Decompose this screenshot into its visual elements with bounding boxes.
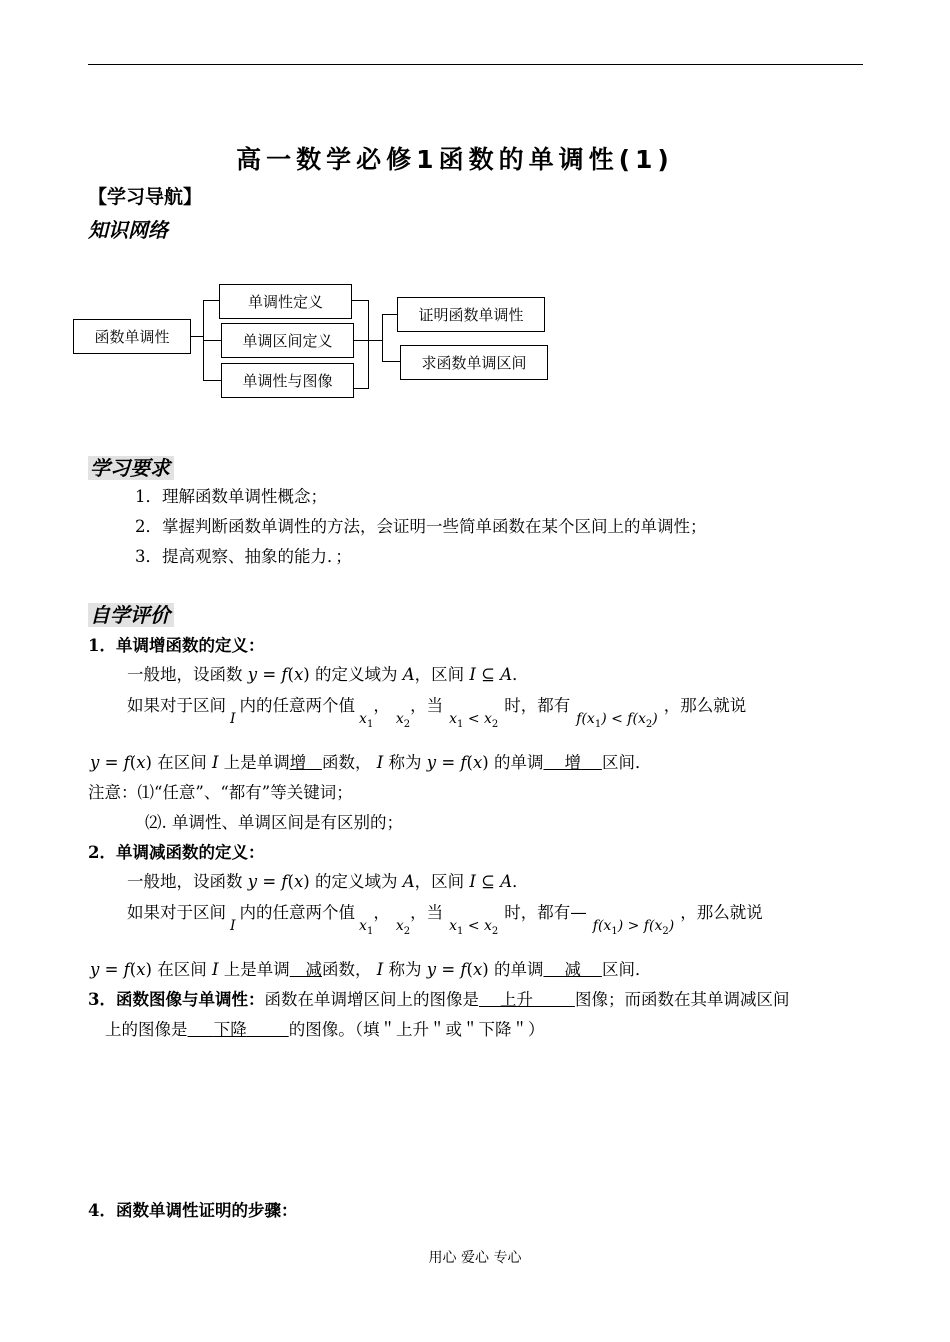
section-4-heading: 4．函数单调性证明的步骤： [88,1201,298,1220]
connector-line [354,340,382,341]
diagram-node-definition: 单调性定义 [219,284,352,319]
connector-line [191,336,203,337]
connector-line [203,340,221,341]
diagram-node-graph: 单调性与图像 [221,363,354,398]
diagram-node-interval: 单调区间定义 [221,323,354,358]
note-2: ⑵. 单调性、单调区间是有区别的； [145,813,403,832]
connector-line [203,300,219,301]
answer-blank: 上升 [499,990,533,1009]
section-nav-heading: 【学习导航】 [88,186,203,208]
requirement-item: 1．理解函数单调性概念； [135,487,327,506]
answer-blank: 减 [564,960,581,979]
note-1: 注意：⑴“任意”、“都有”等关键词； [88,783,353,802]
answer-blank: 增 [289,753,307,772]
conclusion-line: y = f(x) 在区间 I 上是单调增 函数， I 称为 y = f(x) 的单调 增 区间． [90,753,652,772]
connector-line [382,361,400,362]
header-rule [88,64,863,65]
page-title: 高一数学必修1函数的单调性(1) [236,145,674,174]
definition-line: 一般地，设函数 y = f(x) 的定义域为 A，区间 I ⊆ A． [127,872,529,891]
conclusion-line: y = f(x) 在区间 I 上是单调 减函数， I 称为 y = f(x) 的单调 减 区间． [90,960,652,979]
definition-line: 一般地，设函数 y = f(x) 的定义域为 A，区间 I ⊆ A． [127,665,529,684]
page-footer: 用心 爱心 专心 [428,1250,522,1266]
condition-line: 如果对于区间$_I$内的任意两个值$_{x_1}$，$_{x_2}$，当$_{x_1 < x_2}$时，都有$—_{f(x_1) > f(x_2)}$，那么就说 [127,903,763,937]
condition-line: 如果对于区间$_I$内的任意两个值$_{x_1}$，$_{x_2}$，当$_{x_1 < x_2}$时，都有$_{f(x_1) < f(x_2)}$，那么就说 [127,696,747,730]
requirement-item: 3．提高观察、抽象的能力．； [135,547,352,566]
section-1-heading: 1．单调增函数的定义： [88,636,265,655]
section-3-line: 上的图像是 下降 的图像。（填＂上升＂或＂下降＂） [105,1020,545,1039]
section-3-line: 3．函数图像与单调性：函数在单调增区间上的图像是 上升 图像；而函数在其单调减区间 [88,990,790,1009]
connector-line [382,314,397,315]
knowledge-network-heading: 知识网络 [88,218,168,242]
diagram-root-box: 函数单调性 [73,319,191,354]
requirement-item: 2．掌握判断函数单调性的方法，会证明一些简单函数在某个区间上的单调性； [135,517,707,536]
connector-line [203,380,221,381]
section-2-heading: 2．单调减函数的定义： [88,843,265,862]
requirements-heading: 学习要求 [88,452,174,481]
diagram-node-prove: 证明函数单调性 [397,297,545,332]
answer-blank: 下降 [213,1020,247,1039]
answer-blank: 减 [305,960,322,979]
answer-blank: 增 [564,753,581,772]
selfeval-heading: 自学评价 [88,599,174,628]
connector-line [354,388,368,389]
connector-line [382,314,383,362]
connector-line [352,300,368,301]
connector-line [368,300,369,389]
diagram-node-find: 求函数单调区间 [400,345,548,380]
